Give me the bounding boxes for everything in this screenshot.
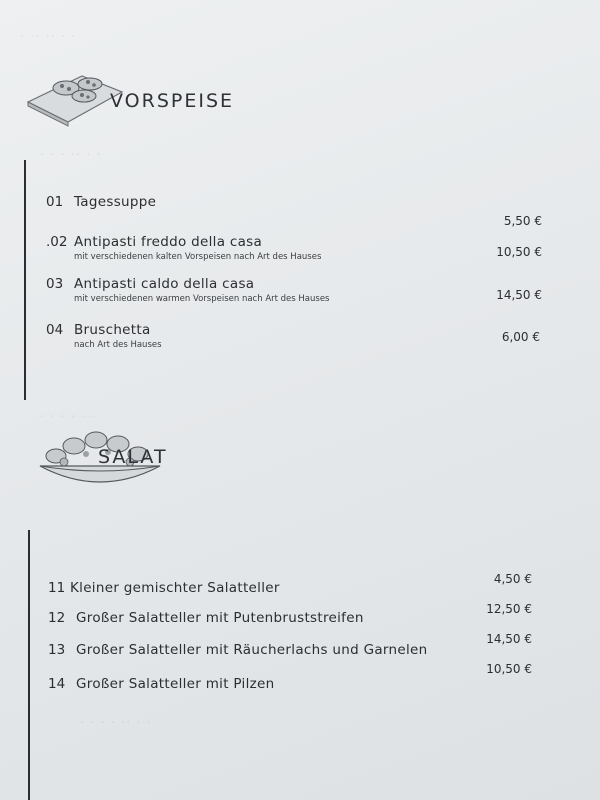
item-name: Antipasti freddo della casa <box>74 234 263 250</box>
menu-item <box>46 322 162 350</box>
bleed-through-text: · · · ·· · · <box>40 148 102 163</box>
item-name: Großer Salatteller mit Pilzen <box>76 676 275 692</box>
item-name: Großer Salatteller mit Putenbruststreifen <box>76 610 364 626</box>
menu-item <box>48 642 427 658</box>
item-name: Bruschetta <box>74 322 151 338</box>
item-price: 10,50 € <box>486 662 532 676</box>
item-number: .02 <box>46 234 68 250</box>
bleed-through-text: · ·· ·· · · <box>20 30 77 45</box>
item-price: 4,50 € <box>493 572 532 586</box>
item-number: 14 <box>48 676 66 692</box>
item-price: 14,50 € <box>496 288 542 302</box>
item-name: Großer Salatteller mit Räucherlachs und Garnelen <box>76 642 428 658</box>
item-number: 03 <box>46 276 64 292</box>
item-description: mit verschiedenen warmen Vorspeisen nach Art des Hauses <box>74 294 330 304</box>
section-title: SALAT <box>98 446 168 468</box>
item-number: 04 <box>46 322 64 338</box>
menu-item <box>46 276 330 304</box>
menu-item <box>48 580 280 596</box>
item-number: 01 <box>46 194 64 210</box>
section-rule <box>28 530 30 800</box>
item-number: 13 <box>48 642 66 658</box>
item-name: Tagessuppe <box>74 194 157 210</box>
menu-item <box>48 610 364 626</box>
item-price: 12,50 € <box>486 602 532 616</box>
menu-item <box>46 194 156 210</box>
section-header-salat <box>34 424 168 494</box>
section-title: VORSPEISE <box>110 90 235 112</box>
section-header-vorspeise <box>22 62 234 132</box>
item-price: 10,50 € <box>496 245 542 259</box>
item-number: 11 <box>48 580 66 596</box>
item-price: 6,00 € <box>501 330 540 344</box>
item-number: 12 <box>48 610 66 626</box>
menu-item <box>46 234 321 262</box>
item-description: mit verschiedenen kalten Vorspeisen nach Art des Hauses <box>74 252 322 262</box>
item-name: Antipasti caldo della casa <box>74 276 255 292</box>
item-name: Kleiner gemischter Salatteller <box>70 580 280 596</box>
item-price: 14,50 € <box>486 632 532 646</box>
item-price: 5,50 € <box>503 214 542 228</box>
bleed-through-text: · · · · · · <box>40 410 97 425</box>
menu-item <box>48 676 275 692</box>
item-description: nach Art des Hauses <box>74 340 162 350</box>
bleed-through-text: · · · · ·· · · <box>80 716 152 731</box>
section-rule <box>24 160 26 400</box>
